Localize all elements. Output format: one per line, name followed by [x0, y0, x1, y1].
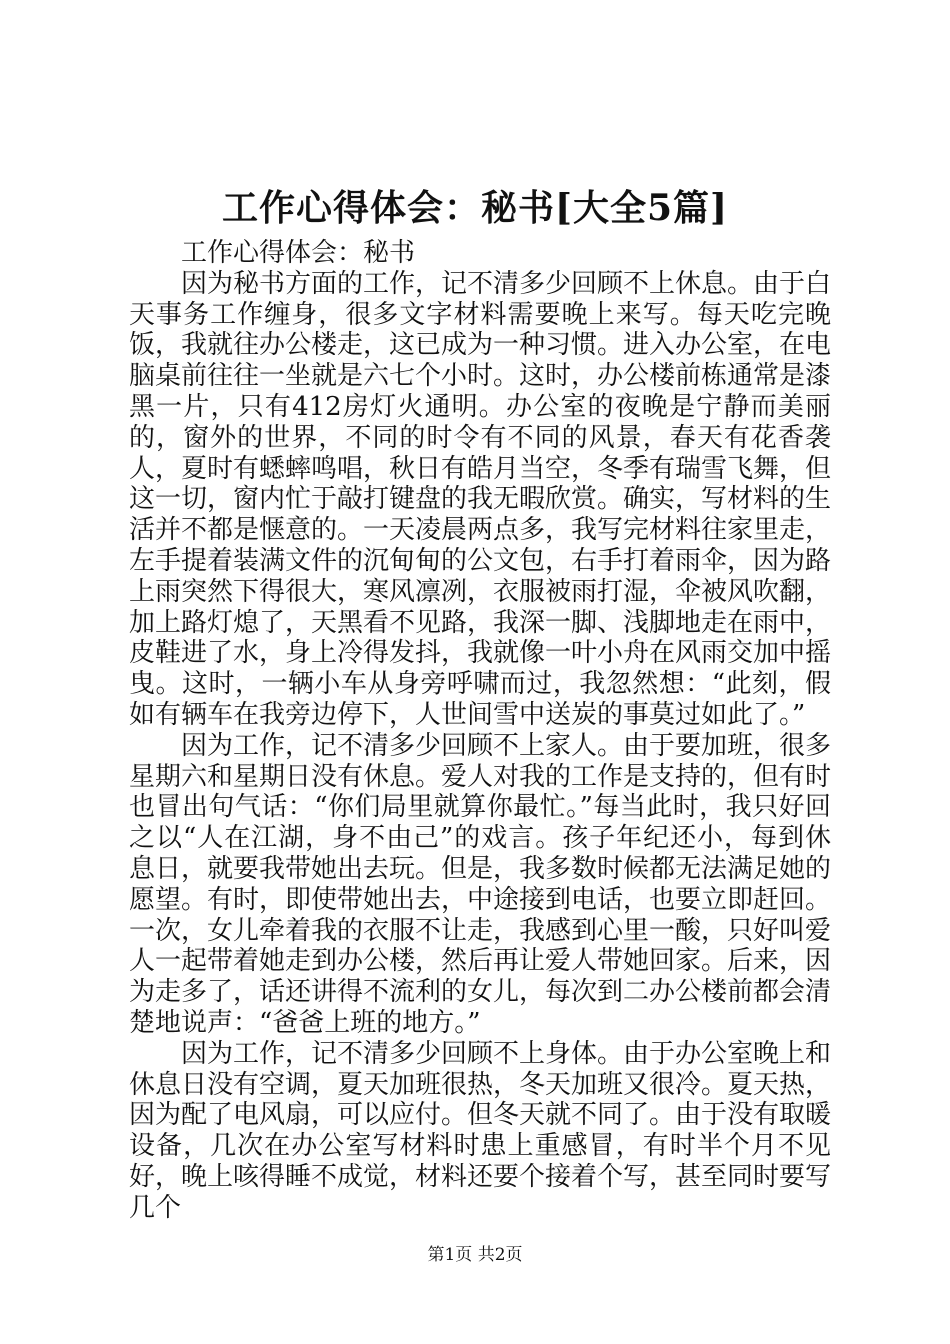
paragraph-1: 因为秘书方面的工作，记不清多少回顾不上休息。由于白天事务工作缠身，很多文字材料需要晚上来写。每天吃完晚饭，我就往办公楼走，这已成为一种习惯。进入办公室，在电脑桌前往往一坐就是六七个小时。这时，办公楼前栋通常是漆黑一片，只有412房灯火通明。办公室的夜晚是宁静而美丽的，窗外的世界，不同的时令有不同的风景，春天有花香袭人，夏时有蟋蟀鸣唱，秋日有皓月当空，冬季有瑞雪飞舞，但这一切，窗内忙于敲打键盘的我无暇欣赏。确实，写材料的生活并不都是惬意的。一天凌晨两点多，我写完材料往家里走，左手提着装满文件的沉甸甸的公文包，右手打着雨伞，因为路上雨突然下得很大，寒风凛冽，衣服被雨打湿，伞被风吹翻，加上路灯熄了，天黑看不见路，我深一脚、浅脚地走在雨中，皮鞋进了水，身上冷得发抖，我就像一叶小舟在风雨交加中摇曳。这时，一辆小车从身旁呼啸而过，我忽然想：“此刻，假如有辆车在我旁边停下，人世间雪中送炭的事莫过如此了。” [129, 268, 832, 730]
document-title: 工作心得体会：秘书[大全5篇] [221, 187, 729, 229]
page-footer: 第1页 共2页 [427, 1245, 523, 1265]
paragraph-3: 因为工作，记不清多少回顾不上身体。由于办公室晚上和休息日没有空调，夏天加班很热，冬天加班又很冷。夏天热，因为配了电风扇，可以应付。但冬天就不同了。由于没有取暖设备，几次在办公室写材料时患上重感冒，有时半个月不见好，晚上咳得睡不成觉，材料还要个接着个写，甚至同时要写几个 [129, 1038, 832, 1223]
document-body [129, 238, 831, 1224]
document-subtitle: 工作心得体会：秘书 [181, 238, 416, 268]
paragraph-2: 因为工作，记不清多少回顾不上家人。由于要加班，很多星期六和星期日没有休息。爱人对我的工作是支持的，但有时也冒出句气话：“你们局里就算你最忙。”每当此时，我只好回之以“人在江湖，身不由己”的戏言。孩子年纪还小，每到休息日，就要我带她出去玩。但是，我多数时候都无法满足她的愿望。有时，即使带她出去，中途接到电话，也要立即赶回。一次，女儿牵着我的衣服不让走，我感到心里一酸，只好叫爱人一起带着她走到办公楼，然后再让爱人带她回家。后来，因为走多了，话还讲得不流利的女儿，每次到二办公楼前都会清楚地说声：“爸爸上班的地方。” [129, 730, 832, 1038]
